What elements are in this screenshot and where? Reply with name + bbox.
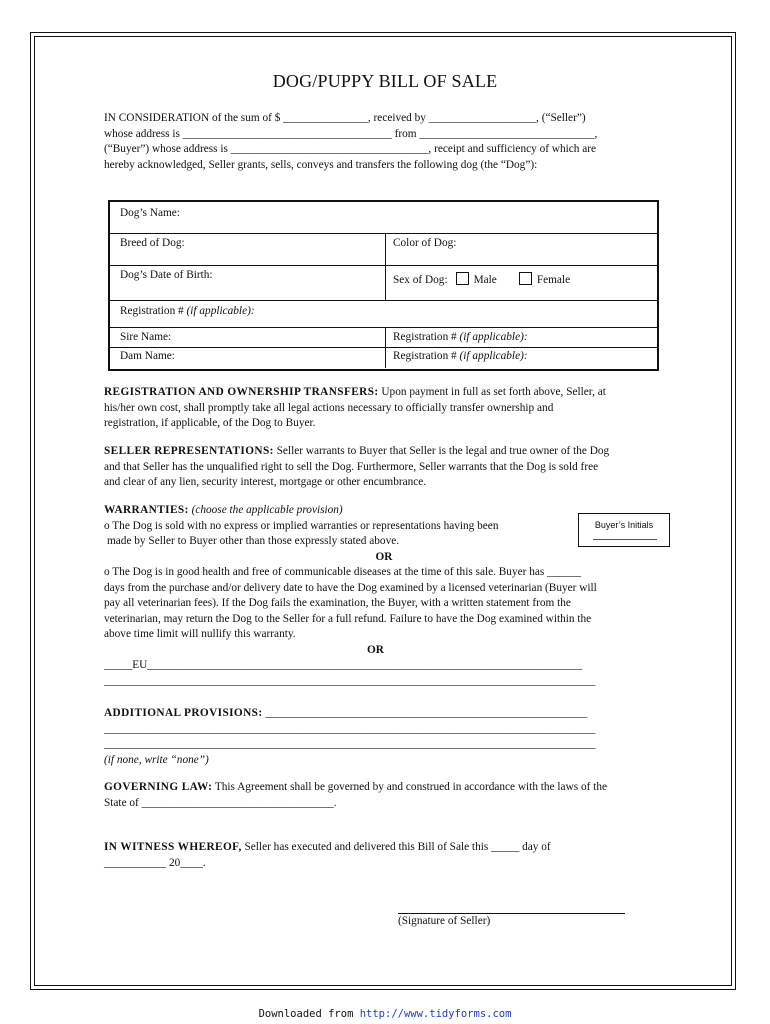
breed-label: Breed of Dog: [120, 237, 185, 249]
seller-representations-heading: SELLER REPRESENTATIONS: [104, 445, 274, 457]
warranty-or-1: OR [375, 550, 393, 563]
additional-provisions-note: (if none, write “none”) [104, 753, 209, 766]
warranty-option-1-line-2: made by Seller to Buyer other than those expressly stated above. [107, 535, 400, 547]
if-applicable-note: (if applicable): [186, 305, 255, 317]
warranties-note: (choose the applicable provision) [188, 504, 343, 516]
additional-provisions-line-2: _______________________________________________________________________________________ [104, 722, 596, 735]
registration-row [110, 300, 657, 327]
column-divider [385, 266, 386, 300]
intro-paragraph [104, 111, 664, 173]
sex-field [393, 272, 570, 286]
sire-registration-field [393, 331, 528, 343]
sire-row [110, 327, 657, 347]
witness-heading: IN WITNESS WHEREOF, [104, 841, 242, 853]
if-applicable-note: (if applicable): [459, 350, 528, 362]
buyers-initials-line [593, 539, 657, 540]
dob-label: Dog’s Date of Birth: [120, 269, 213, 281]
governing-law-heading: GOVERNING LAW: [104, 781, 213, 793]
signature-line[interactable] [398, 913, 625, 914]
additional-provisions-section [104, 706, 664, 768]
intro-line-3: (“Buyer”) whose address is ___________________________________, receipt and sufficiency of which are [104, 143, 597, 155]
if-applicable-note: (if applicable): [459, 331, 528, 343]
governing-law-line-1: This Agreement shall be governed by and construed in accordance with the laws of the [212, 781, 607, 793]
dob-sex-row [110, 265, 657, 300]
warranty-option-2-line-5: above time limit will nullify this warranty. [104, 628, 296, 640]
dam-registration-field [393, 350, 528, 362]
registration-transfer-line-1: Upon payment in full as set forth above, Seller, at [378, 386, 606, 398]
document-title: DOG/PUPPY BILL OF SALE [272, 71, 498, 91]
warranty-or-2: OR [367, 643, 384, 656]
dam-row [110, 347, 657, 369]
warranty-option-2-line-4: veterinarian, may return the Dog to the Seller for a full refund. Failure to have the Dog examined within the [104, 612, 592, 625]
additional-provisions-heading: ADDITIONAL PROVISIONS: [104, 707, 263, 719]
dam-label: Dam Name: [120, 350, 175, 362]
warranty-option-2-line-2: days from the purchase and/or delivery date to have the Dog examined by a licensed veterinarian (Buyer will [104, 581, 597, 594]
sire-label: Sire Name: [120, 331, 172, 343]
registration-transfer-heading: REGISTRATION AND OWNERSHIP TRANSFERS: [104, 386, 379, 398]
buyers-initials-label: Buyer’s Initials [594, 520, 654, 530]
governing-law-section [104, 780, 664, 811]
intro-line-1: IN CONSIDERATION of the sum of $ _______________, received by ___________________, (“Seller”) [104, 112, 586, 124]
warranty-option-2-line-3: pay all veterinarian fees). If the Dog fails the examination, the Buyer, with a written statement from the [104, 597, 571, 609]
male-checkbox[interactable] [456, 272, 469, 285]
intro-line-4: hereby acknowledged, Seller grants, sells, conveys and transfers the following dog (the “Dog”): [104, 158, 538, 171]
witness-line-2: ___________ 20____. [104, 856, 206, 869]
registration-label: Registration # [393, 331, 460, 343]
female-checkbox[interactable] [519, 272, 532, 285]
governing-law-line-2: State of __________________________________. [104, 796, 337, 809]
intro-line-2: whose address is _____________________________________ from _______________________________, [104, 127, 598, 140]
footer-link[interactable]: http://www.tidyforms.com [359, 1008, 512, 1020]
column-divider [385, 234, 386, 265]
dog-name-label: Dog’s Name: [120, 207, 180, 219]
seller-representations-line-1: Seller warrants to Buyer that Seller is the legal and true owner of the Dog [273, 445, 610, 457]
footer [0, 1008, 770, 1020]
warranties-heading: WARRANTIES: [104, 504, 189, 516]
footer-prefix: Downloaded from [258, 1008, 360, 1020]
buyers-initials-box[interactable] [578, 513, 670, 547]
warranty-option-2-line-1: o The Dog is in good health and free of communicable diseases at the time of this sale. Buyer has ______ [104, 566, 581, 578]
dog-info-table [108, 200, 659, 371]
warranty-option-3-line-2: _______________________________________________________________________________________ [104, 674, 596, 687]
breed-color-row [110, 233, 657, 265]
male-label: Male [473, 274, 497, 286]
registration-transfer-line-2: his/her own cost, shall promptly take all legal actions necessary to officially transfer ownership and [104, 401, 554, 414]
additional-provisions-line-1: _________________________________________________________ [262, 707, 588, 719]
registration-field [120, 305, 255, 317]
seller-representations-line-3: and clear of any lien, security interest, mortgage or other encumbrance. [104, 476, 427, 488]
registration-label: Registration # [393, 350, 460, 362]
signature-label: (Signature of Seller) [398, 915, 491, 927]
female-label: Female [536, 274, 571, 286]
seller-representations-line-2: and that Seller has the unqualified right to sell the Dog. Furthermore, Seller warrants that the Dog is sold free [104, 460, 599, 473]
warranty-option-1-line-1: o The Dog is sold with no express or implied warranties or representations having been [104, 519, 499, 532]
warranty-option-3-line-1: _____EU_____________________________________________________________________________ [104, 659, 583, 671]
witness-line-1: Seller has executed and delivered this Bill of Sale this _____ day of [241, 841, 551, 853]
seller-representations-section [104, 444, 664, 491]
witness-section [104, 840, 664, 871]
sex-label: Sex of Dog: [393, 274, 448, 286]
registration-transfer-section [104, 385, 664, 432]
additional-provisions-line-3: _______________________________________________________________________________________ [104, 738, 596, 750]
color-label: Color of Dog: [393, 237, 457, 249]
registration-transfer-line-3: registration, if applicable, of the Dog to Buyer. [104, 417, 316, 429]
registration-label: Registration # [120, 305, 187, 317]
